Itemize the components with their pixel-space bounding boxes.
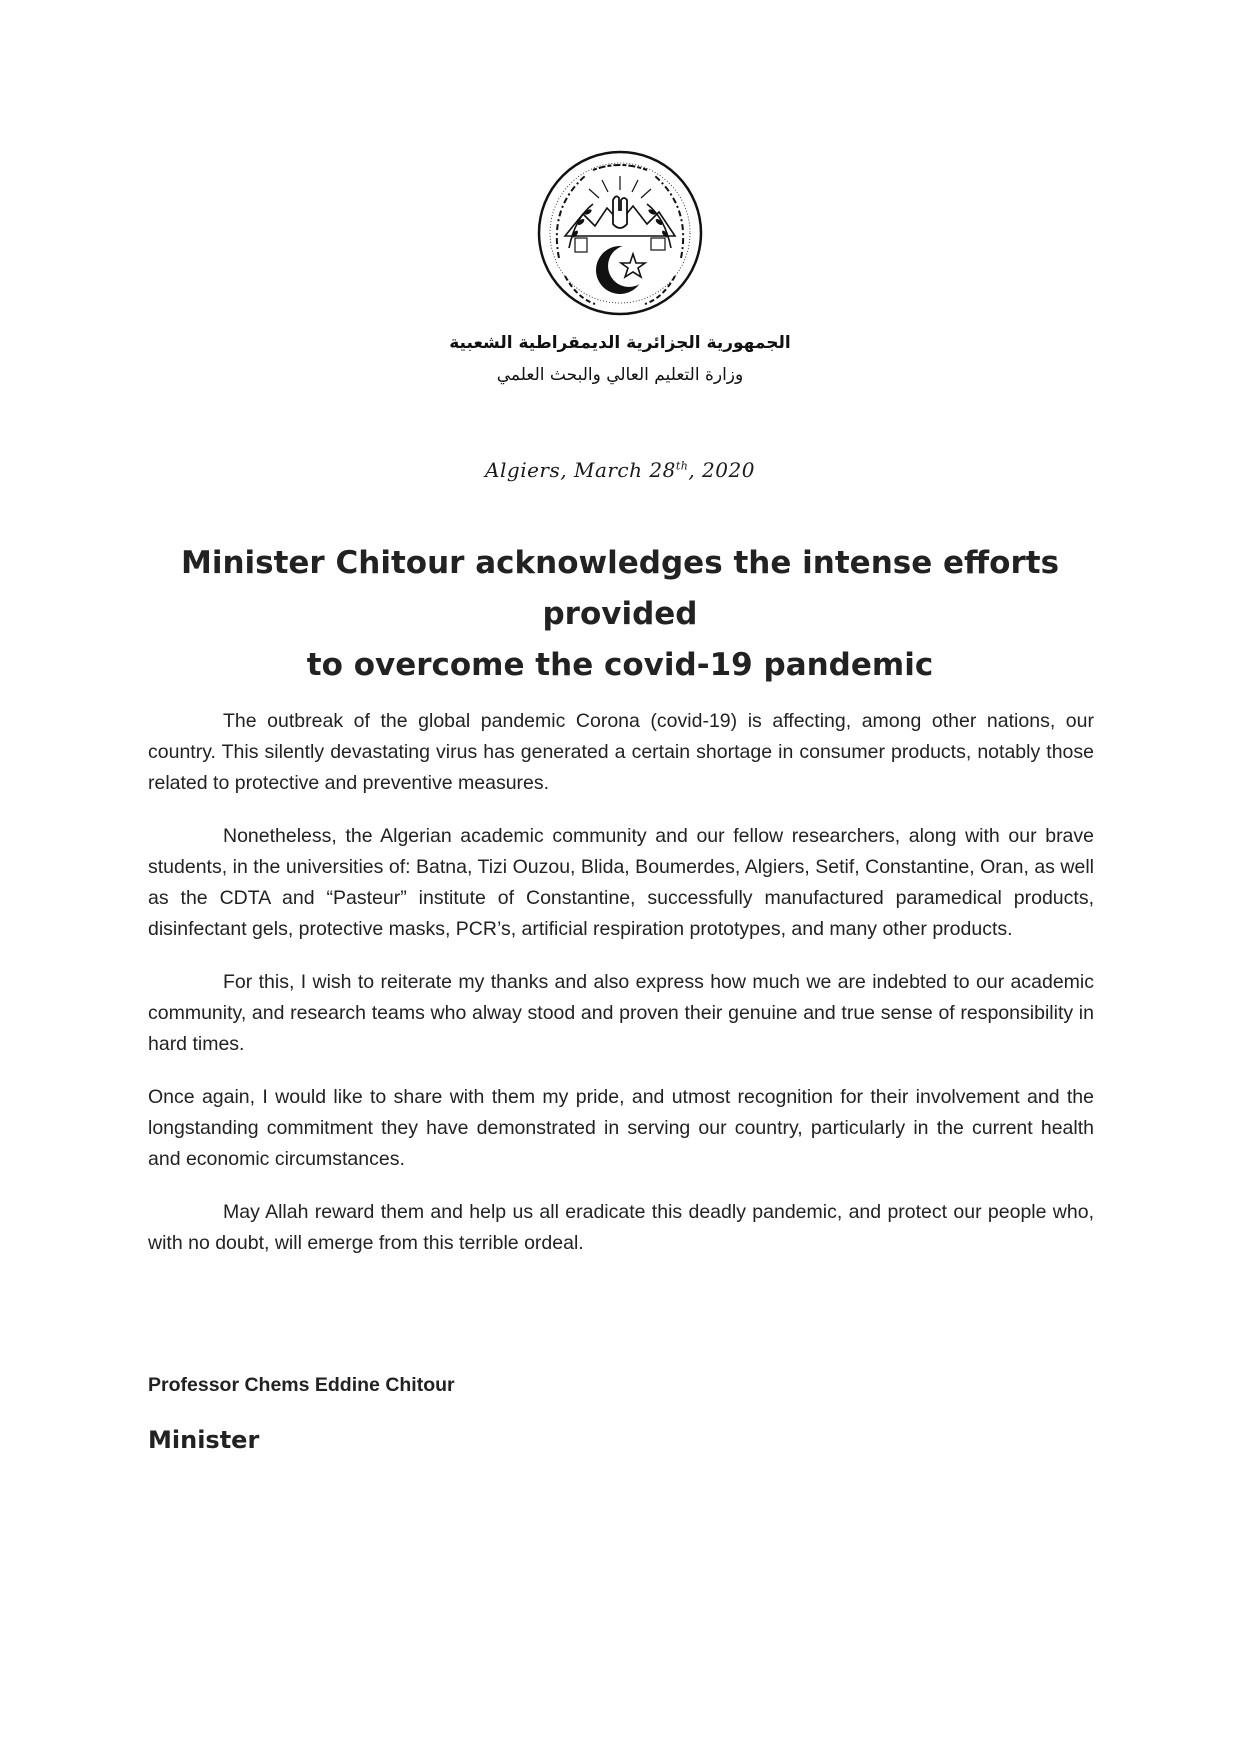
title-line-2: to overcome the covid-19 pandemic xyxy=(306,647,934,683)
dateline-prefix: Algiers, March 28 xyxy=(485,458,676,482)
paragraph: Nonetheless, the Algerian academic community and our fellow researchers, along with our brave students, in the universities of: Batna, Tizi Ouzou, Blida, Boumerdes, Algiers, Setif, Constantine, Oran, as well as the CDTA and “Pasteur” institute of Constantine, successfully manufactured paramedical products, disinfectant gels, protective masks, PCR’s, artificial respiration prototypes, and many other products. xyxy=(148,825,1094,940)
dateline xyxy=(0,458,1240,482)
page-title xyxy=(140,538,1100,691)
algeria-state-emblem-icon xyxy=(535,148,705,318)
ministry-name-arabic: وزارة التعليم العالي والبحث العلمي xyxy=(496,365,744,385)
state-name-arabic: الجمهورية الجزائرية الديمقراطية الشعبية xyxy=(449,333,791,353)
paragraph: May Allah reward them and help us all eradicate this deadly pandemic, and protect our people who, with no doubt, will emerge from this terrible ordeal. xyxy=(148,1201,1094,1254)
press-release-body xyxy=(148,706,1094,1281)
dateline-suffix: , 2020 xyxy=(688,458,755,482)
dateline-superscript: th xyxy=(675,459,689,473)
paragraph: Once again, I would like to share with them my pride, and utmost recognition for their involvement and the longstanding commitment they have demonstrated in serving our country, particularly in the current health and economic circumstances. xyxy=(148,1086,1094,1170)
paragraph: For this, I wish to reiterate my thanks and also express how much we are indebted to our academic community, and research teams who alway stood and proven their genuine and true sense of responsibility in hard times. xyxy=(148,971,1094,1055)
title-line-1: Minister Chitour acknowledges the intense efforts provided xyxy=(180,545,1060,632)
paragraph: The outbreak of the global pandemic Corona (covid-19) is affecting, among other nations, our country. This silently devastating virus has generated a certain shortage in consumer products, notably those related to protective and preventive measures. xyxy=(148,710,1094,794)
signatory-title: Minister xyxy=(148,1426,260,1454)
signatory-name: Professor Chems Eddine Chitour xyxy=(148,1374,455,1396)
